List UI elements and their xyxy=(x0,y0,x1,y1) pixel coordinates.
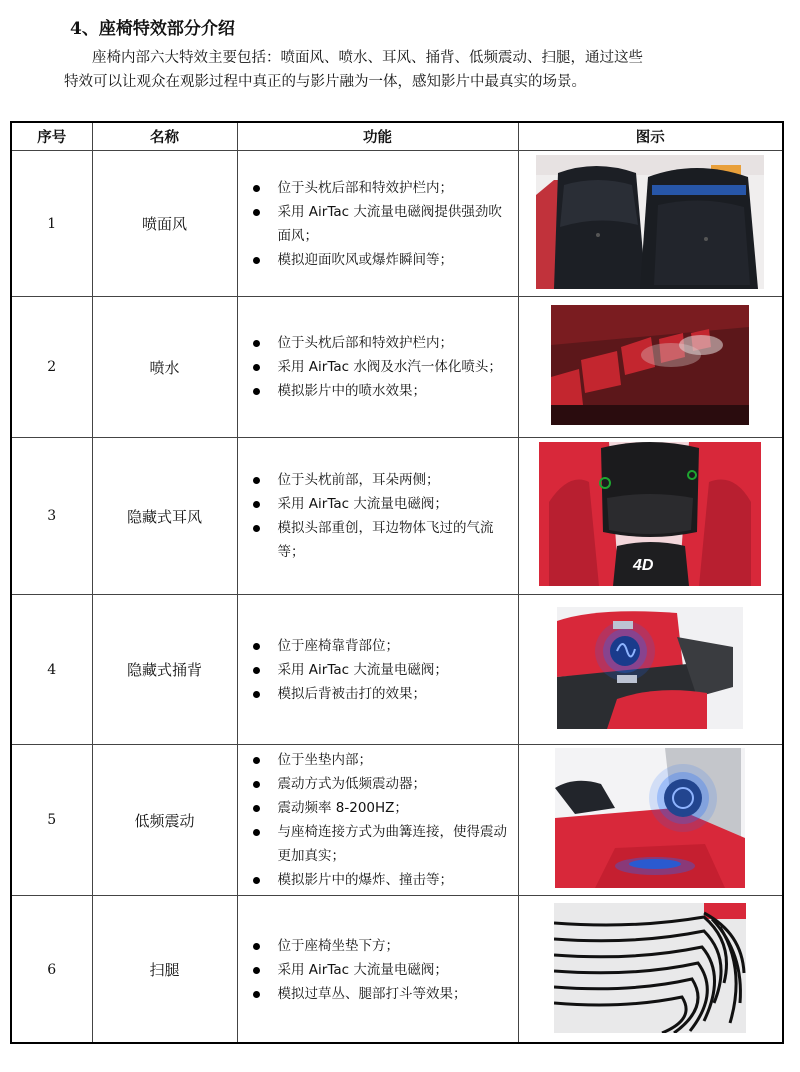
list-item: 模拟影片中的喷水效果； xyxy=(250,379,508,403)
illustration-cell xyxy=(518,595,782,745)
list-item: 震动方式为低频震动器； xyxy=(250,772,508,796)
row-number: 6 xyxy=(12,896,92,1044)
table-header-row xyxy=(12,123,782,151)
list-item: 模拟迎面吹风或爆炸瞬间等； xyxy=(250,248,508,272)
section-heading: 4、座椅特效部分介绍 xyxy=(70,19,235,39)
effect-name: 隐藏式耳风 xyxy=(92,438,237,595)
list-item: 采用 AirTac 大流量电磁阀； xyxy=(250,658,508,682)
header-function: 功能 xyxy=(237,123,518,151)
svg-text:4D: 4D xyxy=(633,557,654,574)
function-cell xyxy=(237,896,518,1044)
table-row xyxy=(12,151,782,297)
illustration-cell xyxy=(518,438,782,595)
ear-wind-seat-photo xyxy=(539,442,761,586)
list-item: 采用 AirTac 大流量电磁阀； xyxy=(250,492,508,516)
list-item: 震动频率 8-200HZ； xyxy=(250,796,508,820)
table-row xyxy=(12,745,782,896)
intro-line-1: 座椅内部六大特效主要包括：喷面风、喷水、耳风、捅背、低频震动、扫腿，通过这些 xyxy=(92,50,643,66)
illustration-cell xyxy=(518,297,782,438)
list-item: 采用 AirTac 大流量电磁阀； xyxy=(250,958,508,982)
list-item: 采用 AirTac 大流量电磁阀提供强劲吹面风； xyxy=(250,200,508,248)
illustration-cell xyxy=(518,745,782,896)
list-item: 模拟过草丛、腿部打斗等效果； xyxy=(250,982,508,1006)
row-number: 3 xyxy=(12,438,92,595)
leg-sweep-tubes-photo xyxy=(554,903,746,1033)
function-cell xyxy=(237,745,518,896)
function-cell xyxy=(237,438,518,595)
list-item: 采用 AirTac 水阀及水汽一体化喷头； xyxy=(250,355,508,379)
list-item: 位于头枕后部和特效护栏内； xyxy=(250,331,508,355)
table-row xyxy=(12,297,782,438)
back-poke-seat-photo xyxy=(557,607,743,729)
list-item: 位于头枕前部，耳朵两侧； xyxy=(250,468,508,492)
row-number: 1 xyxy=(12,151,92,297)
row-number: 5 xyxy=(12,745,92,896)
list-item: 位于座椅坐垫下方； xyxy=(250,934,508,958)
effect-name: 低频震动 xyxy=(92,745,237,896)
function-cell xyxy=(237,595,518,745)
effect-name: 隐藏式捅背 xyxy=(92,595,237,745)
list-item: 模拟影片中的爆炸、撞击等； xyxy=(250,868,508,892)
table-row xyxy=(12,438,782,595)
function-cell xyxy=(237,151,518,297)
table-row xyxy=(12,595,782,745)
intro-paragraph xyxy=(40,46,740,94)
row-number: 2 xyxy=(12,297,92,438)
effects-table xyxy=(12,123,782,1044)
table-row xyxy=(12,896,782,1044)
illustration-cell xyxy=(518,896,782,1044)
header-illustration: 图示 xyxy=(518,123,782,151)
header-num: 序号 xyxy=(12,123,92,151)
list-item: 位于坐垫内部； xyxy=(250,748,508,772)
illustration-cell xyxy=(518,151,782,297)
list-item: 位于头枕后部和特效护栏内； xyxy=(250,176,508,200)
face-wind-seat-photo xyxy=(536,155,764,289)
effect-name: 喷水 xyxy=(92,297,237,438)
list-item: 模拟后背被击打的效果； xyxy=(250,682,508,706)
effect-name: 喷面风 xyxy=(92,151,237,297)
list-item: 与座椅连接方式为曲篝连接，使得震动更加真实； xyxy=(250,820,508,868)
vibration-seat-photo xyxy=(555,748,745,888)
header-name: 名称 xyxy=(92,123,237,151)
effect-name: 扫腿 xyxy=(92,896,237,1044)
function-cell xyxy=(237,297,518,438)
list-item: 位于座椅靠背部位； xyxy=(250,634,508,658)
row-number: 4 xyxy=(12,595,92,745)
water-spray-seat-row-photo xyxy=(551,305,749,425)
effects-table-frame xyxy=(10,121,784,1044)
intro-line-2: 特效可以让观众在观影过程中真正的与影片融为一体，感知影片中最真实的场景。 xyxy=(64,74,586,90)
list-item: 模拟头部重创，耳边物体飞过的气流等； xyxy=(250,516,508,564)
